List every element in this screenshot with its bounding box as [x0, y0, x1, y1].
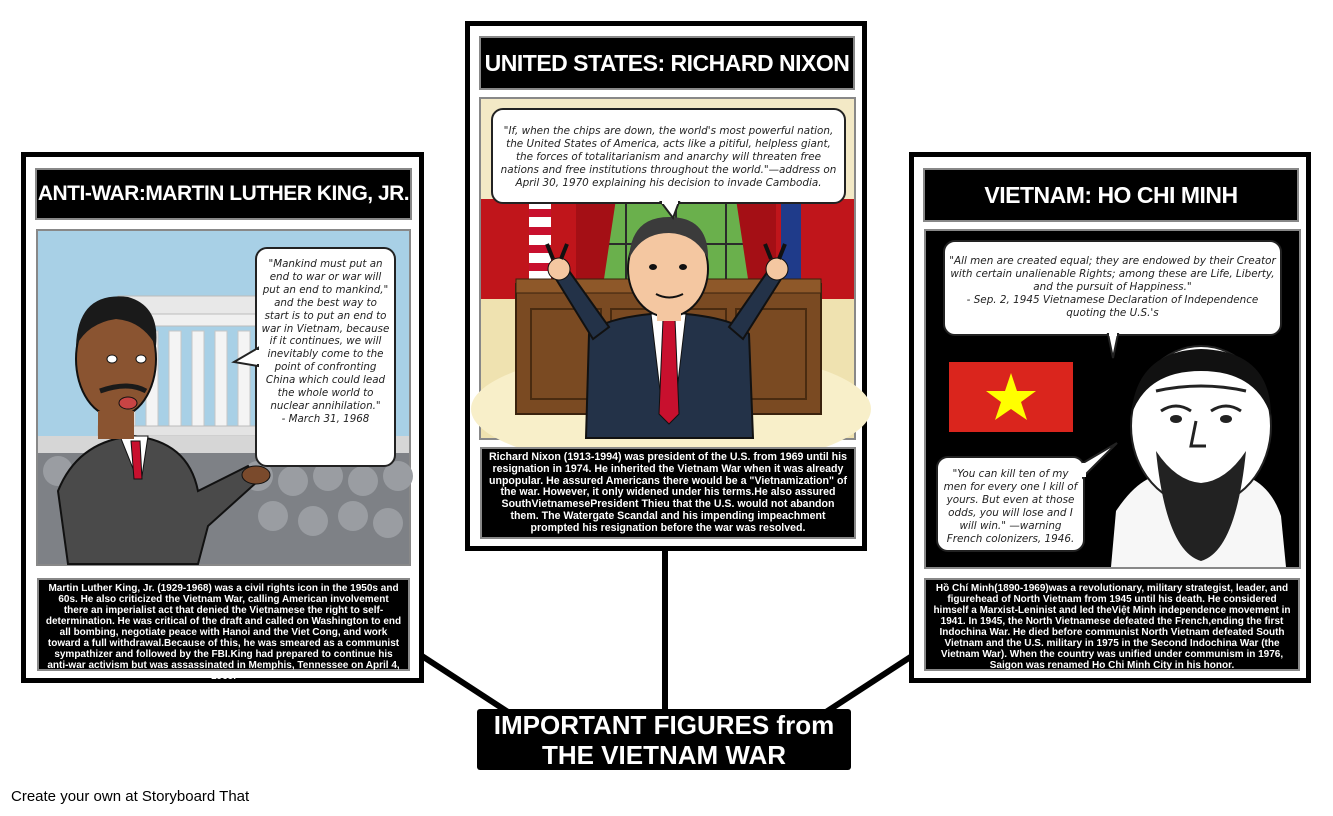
- bubble-tail: [232, 346, 260, 370]
- card-title: UNITED STATES: RICHARD NIXON: [479, 36, 855, 90]
- mlk-scene: [36, 229, 411, 566]
- ho-quote-top: "All men are created equal; they are endowed by their Creator with certain unalienable Rights; among these are Life, Liberty, and the pursuit of Happiness." - Sep. 2, 1945 Vietnamese Declaration of Independence quoting the U.S.'s: [949, 255, 1276, 319]
- card-nixon: [465, 21, 867, 551]
- ho-quote-bottom-bubble: [936, 456, 1085, 552]
- ho-quote-bottom: "You can kill ten of my men for every one I kill of yours. But even at those odds, you will lose and I will win." —warning French colonizers, 1946.: [943, 468, 1078, 545]
- card-title: ANTI-WAR:MARTIN LUTHER KING, JR.: [35, 168, 412, 220]
- card-description: Martin Luther King, Jr. (1929-1968) was a civil rights icon in the 1950s and 60s. He also criticized the Vietnam War, calling American involvement there an imperialist act that denied the Vietnamese the right to self-determination. He was critical of the draft and called on Washington to end all bombing, negotiate peace with Hanoi and the Viet Cong, and work toward a full withdrawal.Because of this, he was smeared as a communist sympathizer and followed by the FBI.King had prepared to continue his anti-war activism but was assassinated in Memphis, Tennessee on April 4, 1968.: [37, 578, 410, 671]
- ho-quote-top-bubble: [943, 240, 1282, 336]
- nixon-quote: "If, when the chips are down, the world's most powerful nation, the United States of America, acts like a pitiful, helpless giant, the forces of totalitarianism and anarchy will threaten free nations and free institutions throughout the world."—address on April 30, 1970 explaining his decision to invade Cambodia.: [500, 125, 837, 189]
- card-title: VIETNAM: HO CHI MINH: [923, 168, 1299, 222]
- footer-link[interactable]: Create your own at Storyboard That: [11, 788, 250, 805]
- card-description: Richard Nixon (1913-1994) was president of the U.S. from 1969 until his resignation in 1974. He inherited the Vietnam War when it was already unpopular. He assured Americans there would be a "Vietnamization" of the war. However, it only widened under his terms.He also assured SouthVietnamesePresident Thieu that the U.S. would not abandon them. The Watergate Scandal and his impending impeachment prompted his resignation before the war was resolved.: [480, 447, 856, 539]
- card-description: Hồ Chí Minh(1890-1969)was a revolutionary, military strategist, leader, and figurehead of North Vietnam from 1945 until his death. He considered himself a Marxist-Leninist and led theViệt Minh independence movement in 1941. In 1945, the North Vietnamese defeated the French,ending the first Indochina War. He died before communist North Vietnam defeated South Vietnam and the U.S. military in 1975 in the Second Indochina War (the Vietnam War). When the country was unified under communism in 1976, Saigon was renamed Ho Chi Minh City in his honor.: [924, 578, 1300, 671]
- card-ho-chi-minh: [909, 152, 1311, 683]
- nixon-scene: [479, 97, 856, 440]
- ho-scene: [924, 229, 1301, 569]
- bubble-tail: [1106, 332, 1120, 360]
- bubble-tail: [659, 200, 681, 220]
- bubble-tail: [1081, 441, 1119, 481]
- card-mlk: [21, 152, 424, 683]
- center-title: IMPORTANT FIGURES from THE VIETNAM WAR: [477, 709, 851, 770]
- mlk-quote-bubble: [255, 247, 396, 467]
- nixon-quote-bubble: [491, 108, 846, 204]
- mlk-quote: "Mankind must put an end to war or war will put an end to mankind," and the best way to start is to put an end to war in Vietnam, because if it continues, we will inevitably come to the point of confronting China which could lead the whole world to nuclear annihilation." - March 31, 1968: [261, 258, 390, 425]
